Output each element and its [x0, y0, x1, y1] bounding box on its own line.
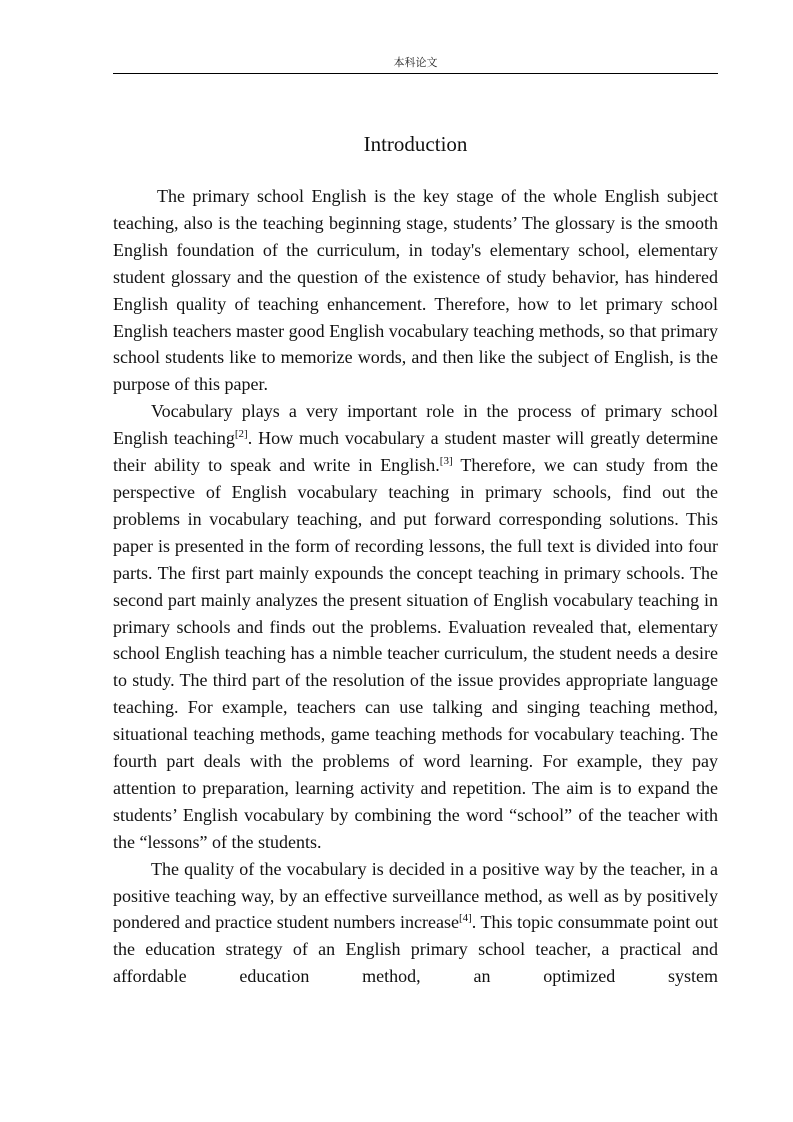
header-rule — [113, 73, 718, 74]
citation-2: [2] — [234, 428, 248, 441]
paragraph-3 — [113, 856, 718, 991]
paragraph-3-text-b: . This topic consummate point out the education strategy of an English primary school teacher, a practical and affordable education method, an optimized system — [113, 912, 718, 987]
section-title: Introduction — [363, 132, 468, 156]
paragraph-2-text-a: Vocabulary plays a very important role in the process of primary school English teaching — [113, 401, 718, 449]
paragraph-3-text-a: The quality of the vocabulary is decided in a positive way by the teacher, in a positive teaching way, by an effective surveillance method, as well as by positively pondered and practice student numbers increase — [113, 858, 718, 933]
paragraph-2 — [113, 398, 718, 855]
paragraph-2-text-c: Therefore, we can study from the perspective of English vocabulary teaching in primary schools, find out the problems in vocabulary teaching, and put forward corresponding solutions. This paper is presented in the form of recording lessons, the full text is divided into four parts. The first part mainly expounds the concept teaching in primary schools. The second part mainly analyzes the present situation of English vocabulary teaching in primary schools and finds out the problems. Evaluation revealed that, elementary school English teaching has a nimble teacher curriculum, the student needs a desire to study. The third part of the resolution of the issue provides appropriate language teaching. For example, teachers can use talking and singing teaching method, situational teaching methods, game teaching methods for vocabulary teaching. The fourth part deals with the problems of word learning. For example, they pay attention to preparation, learning activity and repetition. The aim is to expand the students’ English vocabulary by combining the word “school” of the teacher with the “lessons” of the students. — [113, 455, 718, 852]
citation-3: [3] — [439, 455, 453, 468]
paragraph-1 — [113, 183, 718, 398]
citation-4: [4] — [458, 912, 472, 925]
paragraph-1-text: The primary school English is the key stage of the whole English subject teaching, also is the teaching beginning stage, students’ The glossary is the smooth English foundation of the curriculum, in today's elementary school, elementary student glossary and the question of the existence of study behavior, has hindered English quality of teaching enhancement. Therefore, how to let primary school English teachers master good English vocabulary teaching methods, so that primary school students like to memorize words, and then like the subject of English, is the purpose of this paper. — [113, 186, 718, 395]
body-text — [113, 183, 718, 990]
running-header: 本科论文 — [393, 56, 438, 69]
paragraph-2-text-b: . How much vocabulary a student master will greatly determine their ability to speak and write in English. — [113, 428, 718, 476]
